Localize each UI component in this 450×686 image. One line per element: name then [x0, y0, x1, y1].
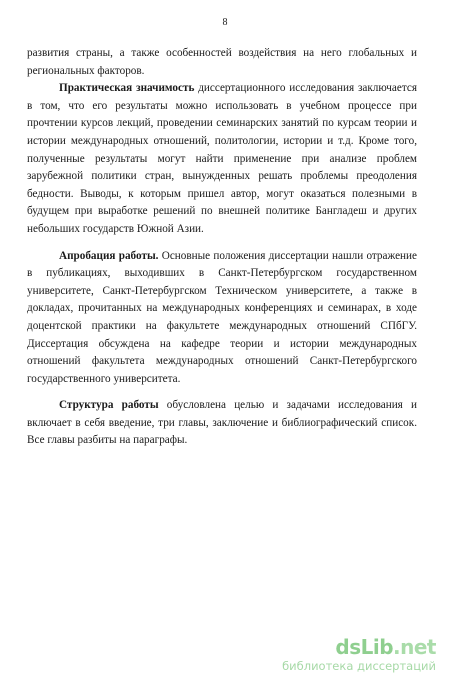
- paragraph-practical-significance: [27, 80, 417, 238]
- watermark-logo-main: dsLib: [335, 635, 394, 659]
- document-body: [27, 45, 417, 450]
- paragraph-heading: Структура работы: [59, 399, 159, 412]
- paragraph-text: обусловлена целью и задачами исследования и включает в себя введение, три главы, заключение и библиографический список. Все главы разбиты на параграфы.: [27, 399, 418, 447]
- watermark-subtitle: библиотека диссертаций: [282, 659, 436, 673]
- page-number: 8: [222, 17, 228, 28]
- watermark-logo: [282, 636, 436, 658]
- paragraph-text: диссертационного исследования заключается в том, что его результаты можно использовать в учебном процессе при прочтении курсов лекций, проведении семинарских занятий по курсам теории и истории международных отношений, политологии, истории и т.д. Кроме того, полученные результаты могут найти применение при анализе проблем зарубежной политики стран, вынужденных решать проблемы преодоления бедности. Выводы, к которым пришел автор, могут оказаться полезными в будущем при выработке решений по внешней политике Бангладеш и других небольших государств Южной Азии.: [27, 82, 417, 235]
- watermark: [282, 636, 436, 673]
- watermark-logo-tld: .net: [393, 635, 436, 659]
- paragraph-heading: Практическая значимость: [59, 82, 195, 95]
- paragraph-structure: [27, 397, 417, 450]
- paragraph-approbation: [27, 248, 417, 389]
- paragraph-text: Основные положения диссертации нашли отражение в публикациях, выходивших в Санкт-Петербургском государственном университете, Санкт-Петербургском Техническом университете, а также в докладах, прочитанных на международных конференциях и семинарах, в ходе доцентской практики на факультете международных отношений СПбГУ. Диссертация обсуждена на кафедре теории и истории международных отношений факультета международных отношений Санкт-Петербургского государственного университета.: [27, 249, 417, 385]
- paragraph-continuation: развития страны, а также особенностей воздействия на него глобальных и региональных факторов.: [27, 47, 417, 77]
- paragraph-heading: Апробация работы.: [59, 249, 159, 262]
